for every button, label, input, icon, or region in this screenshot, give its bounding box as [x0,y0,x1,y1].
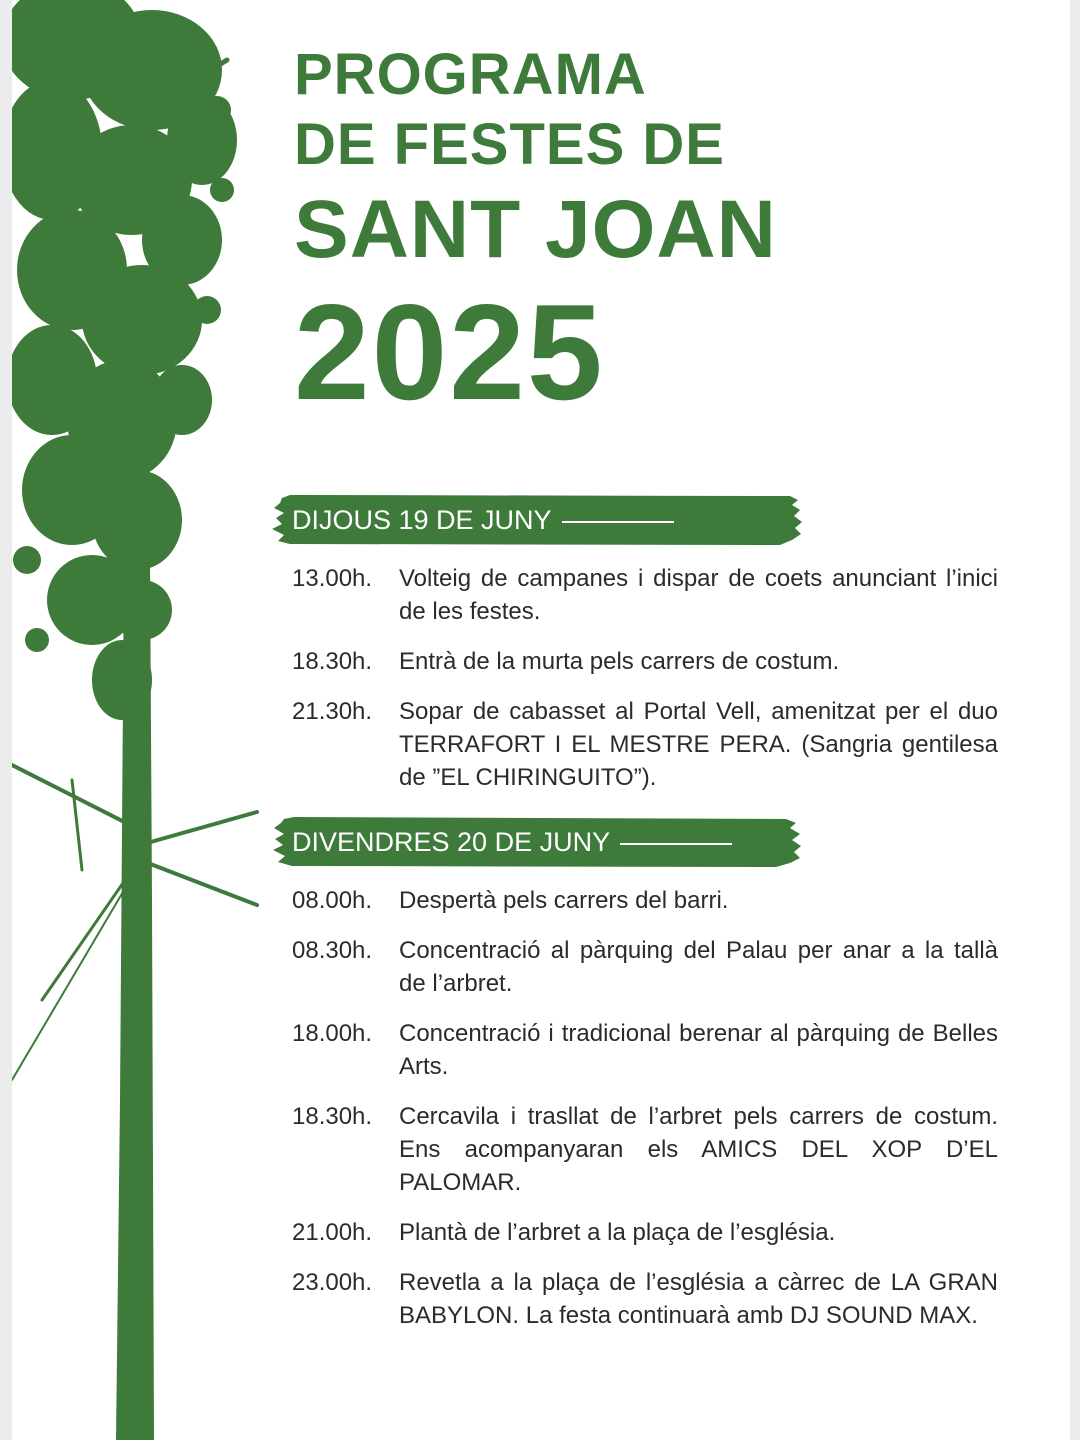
event-item [292,1017,998,1083]
event-time: 18.30h. [292,1103,373,1130]
event-description: Plantà de l’arbret a la plaça de l’església. [399,1219,836,1246]
event-description: Revetla a la plaça de l’església a càrrec de LA GRAN BABYLON. La festa continuarà amb DJ SOUND MAX. [399,1269,998,1329]
event-description: Volteig de campanes i dispar de coets anunciant l’inici de les festes. [399,565,998,625]
event-item [292,1266,998,1332]
events-list-thursday [292,562,998,811]
event-time: 08.00h. [292,887,373,914]
event-time: 21.30h. [292,698,373,725]
event-time: 18.30h. [292,648,373,675]
events-list-friday [292,884,998,1349]
event-description: Entrà de la murta pels carrers de costum. [399,648,840,675]
event-item [292,562,998,628]
event-item [292,1100,998,1199]
label-underline [620,843,732,845]
day-label-text: DIJOUS 19 DE JUNY [292,505,552,535]
event-time: 23.00h. [292,1269,373,1296]
event-time: 13.00h. [292,565,373,592]
title-year: 2025 [294,276,605,428]
event-item [292,1216,998,1249]
tree-illustration [12,0,272,1440]
event-item [292,884,998,917]
event-description: Concentració al pàrquing del Palau per anar a la tallà de l’arbret. [399,937,998,997]
event-time: 18.00h. [292,1020,373,1047]
event-time: 08.30h. [292,937,373,964]
day-banner-thursday [270,494,808,546]
event-item [292,695,998,794]
event-description: Concentració i tradicional berenar al pàrquing de Belles Arts. [399,1020,998,1080]
event-item [292,645,998,678]
label-underline [562,521,674,523]
title-line-1: PROGRAMA [294,42,647,107]
event-description: Despertà pels carrers del barri. [399,887,729,914]
title-line-3: SANT JOAN [294,184,777,275]
title-line-2: DE FESTES DE [294,112,725,177]
event-item [292,934,998,1000]
event-description: Sopar de cabasset al Portal Vell, amenitzat per el duo TERRAFORT I EL MESTRE PERA. (Sangria gentilesa de ”EL CHIRINGUITO”). [399,698,998,791]
event-time: 21.00h. [292,1219,373,1246]
day-label [292,826,732,858]
day-label [292,504,674,536]
poster-title [294,40,777,428]
poster [12,0,1070,1440]
day-banner-friday [270,816,808,868]
event-description: Cercavila i trasllat de l’arbret pels carrers de costum. Ens acompanyaran els AMICS DEL XOP D’EL PALOMAR. [399,1103,998,1196]
day-label-text: DIVENDRES 20 DE JUNY [292,827,611,857]
